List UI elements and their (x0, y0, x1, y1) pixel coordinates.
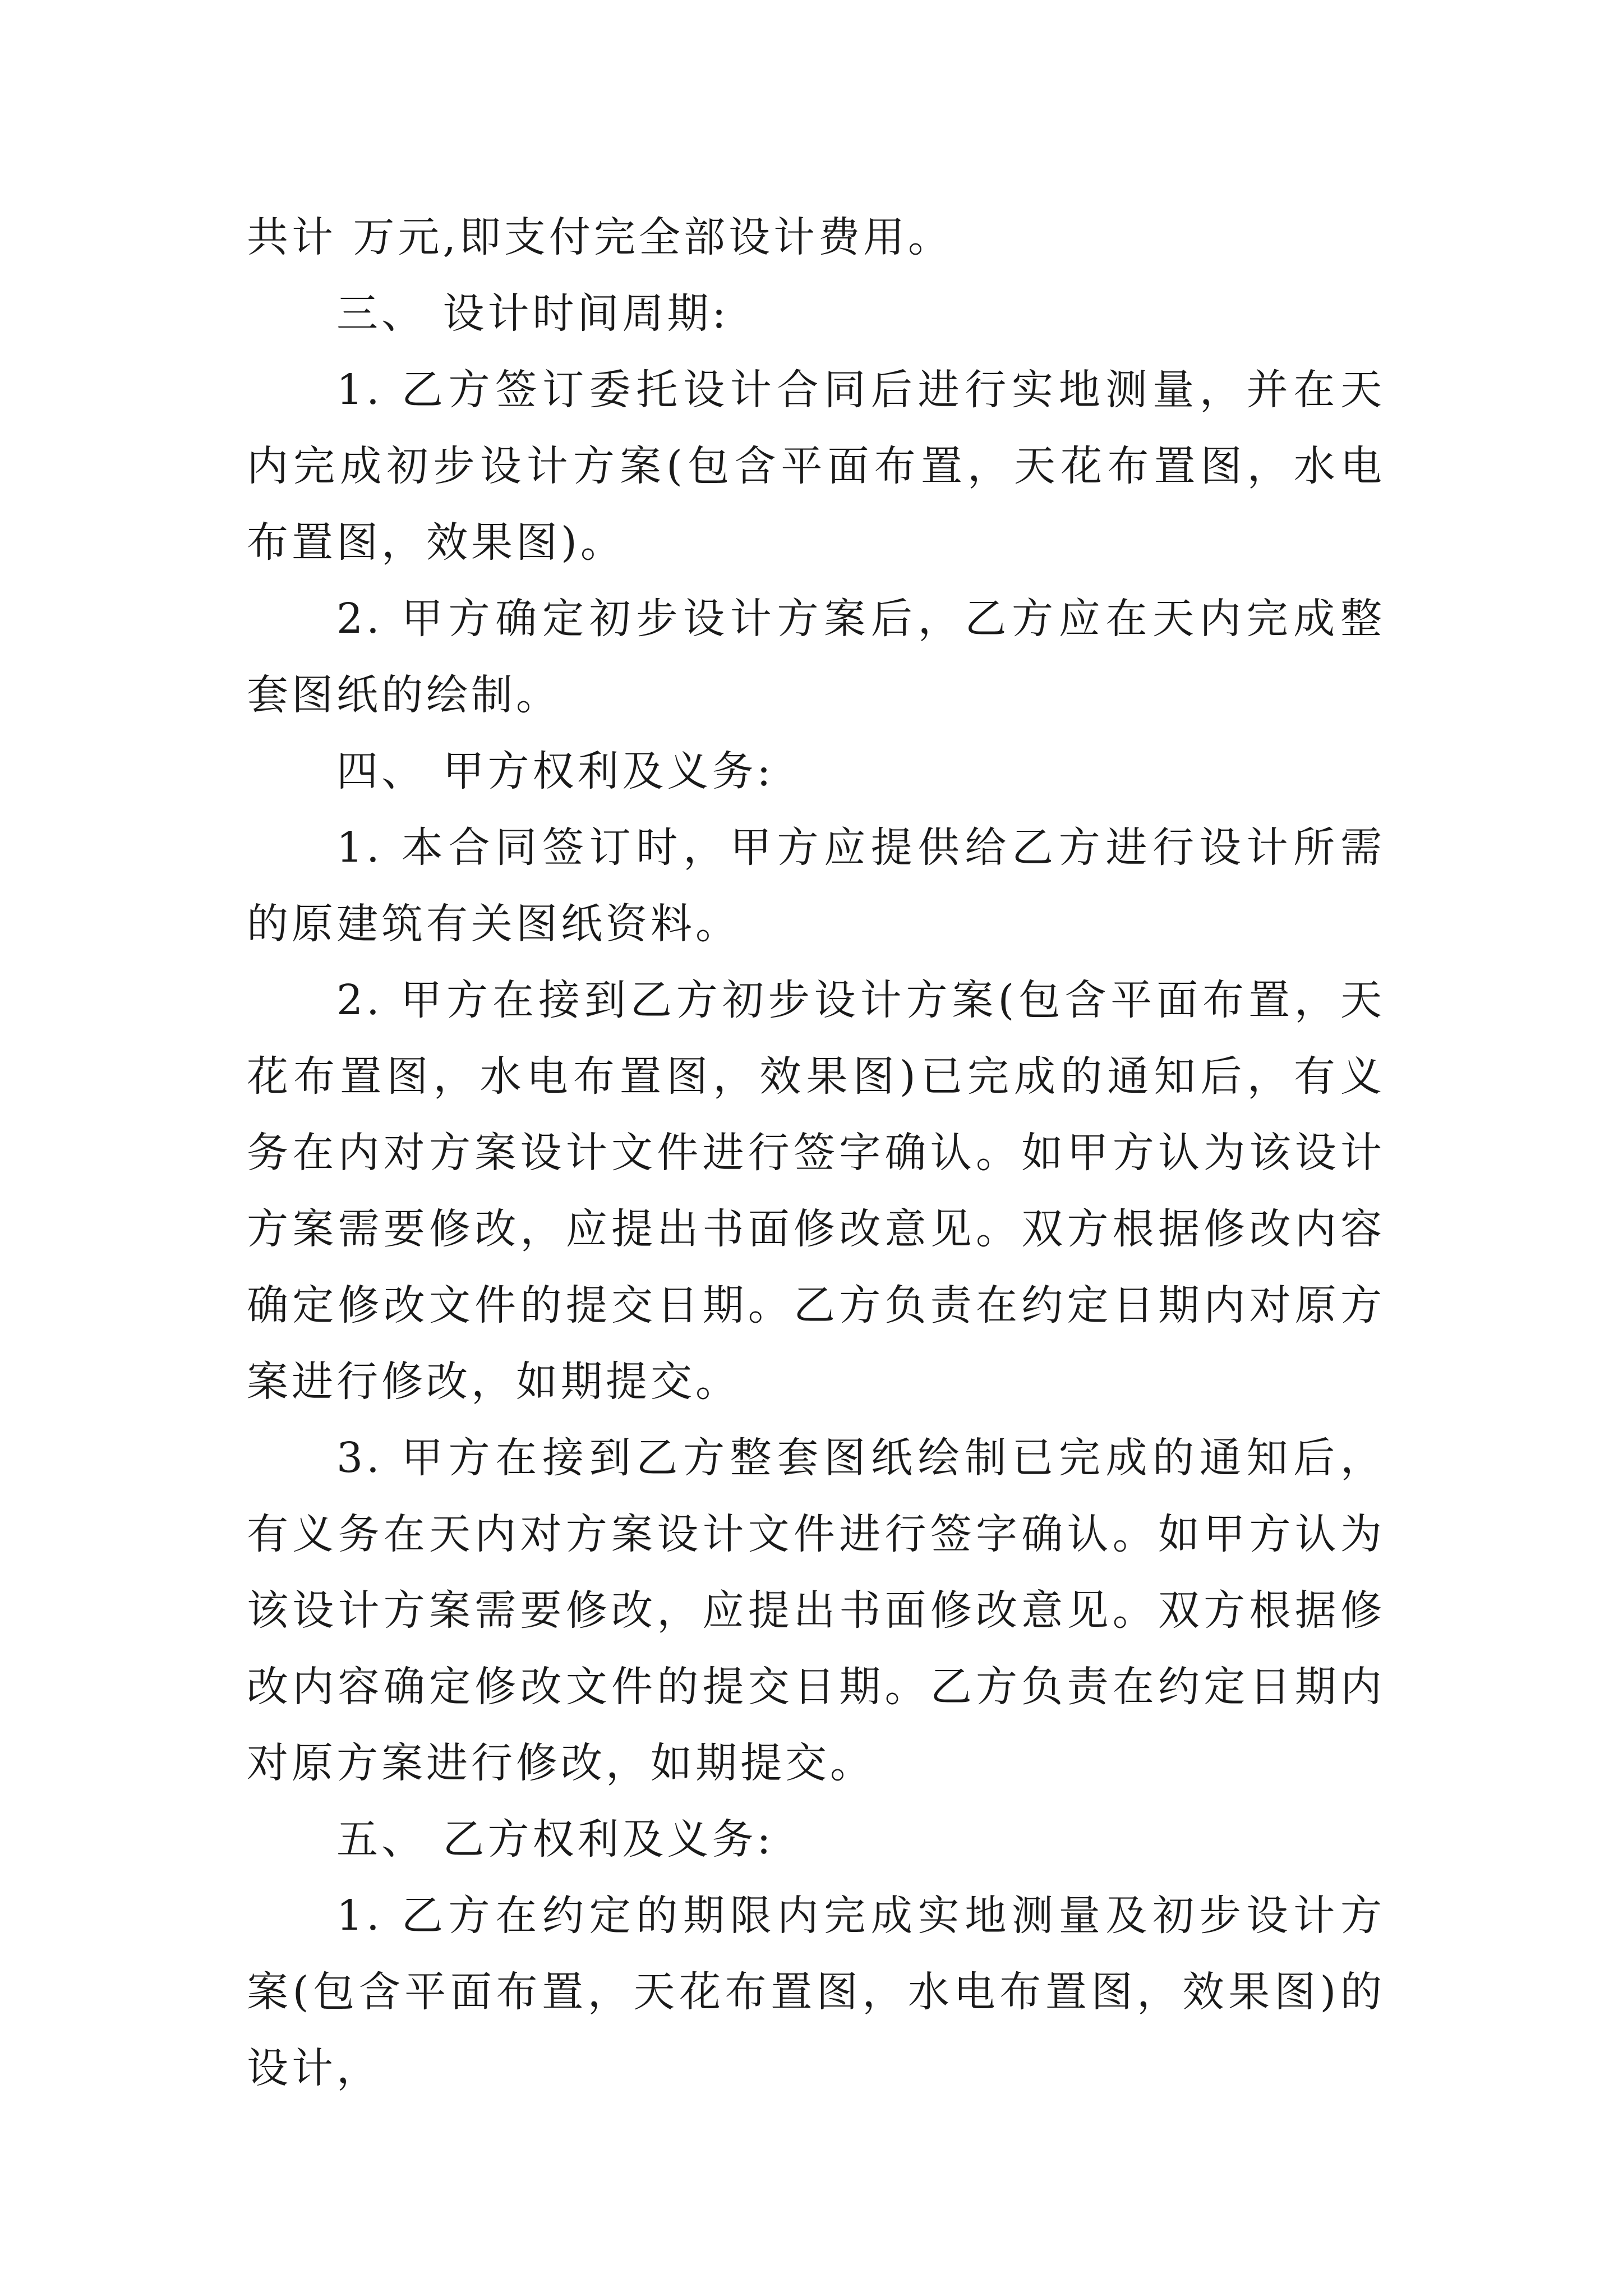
paragraph-3-1: 1. 乙方签订委托设计合同后进行实地测量，并在天内完成初步设计方案(包含平面布置，天花布置图，水电布置图，效果图)。 (247, 366, 1385, 567)
heading-section-4: 四、 甲方权利及义务: (336, 747, 774, 795)
heading-section-3: 三、 设计时间周期: (336, 289, 730, 338)
document-body (247, 199, 1385, 2106)
paragraph-3-2: 2. 甲方确定初步设计方案后，乙方应在天内完成整套图纸的绘制。 (247, 595, 1385, 719)
paragraph-4-3: 3. 甲方在接到乙方整套图纸绘制已完成的通知后，有义务在天内对方案设计文件进行签字确认。如甲方认为该设计方案需要修改，应提出书面修改意见。双方根据修改内容确定修改文件的提交日期。乙方负责在约定日期内对原方案进行修改，如期提交。 (247, 1434, 1385, 1787)
heading-section-5: 五、 乙方权利及义务: (336, 1815, 774, 1864)
paragraph-4-1: 1. 本合同签订时，甲方应提供给乙方进行设计所需的原建筑有关图纸资料。 (247, 823, 1385, 948)
paragraph-fee-total: 共计 万元,即支付完全部设计费用。 (247, 213, 953, 261)
paragraph-5-1: 1. 乙方在约定的期限内完成实地测量及初步设计方案(包含平面布置，天花布置图，水电布置图，效果图)的设计， (247, 1892, 1385, 2092)
paragraph-4-2: 2. 甲方在接到乙方初步设计方案(包含平面布置，天花布置图，水电布置图，效果图)已完成的通知后，有义务在内对方案设计文件进行签字确认。如甲方认为该设计方案需要修改，应提出书面修改意见。双方根据修改内容确定修改文件的提交日期。乙方负责在约定日期内对原方案进行修改，如期提交。 (247, 976, 1385, 1406)
